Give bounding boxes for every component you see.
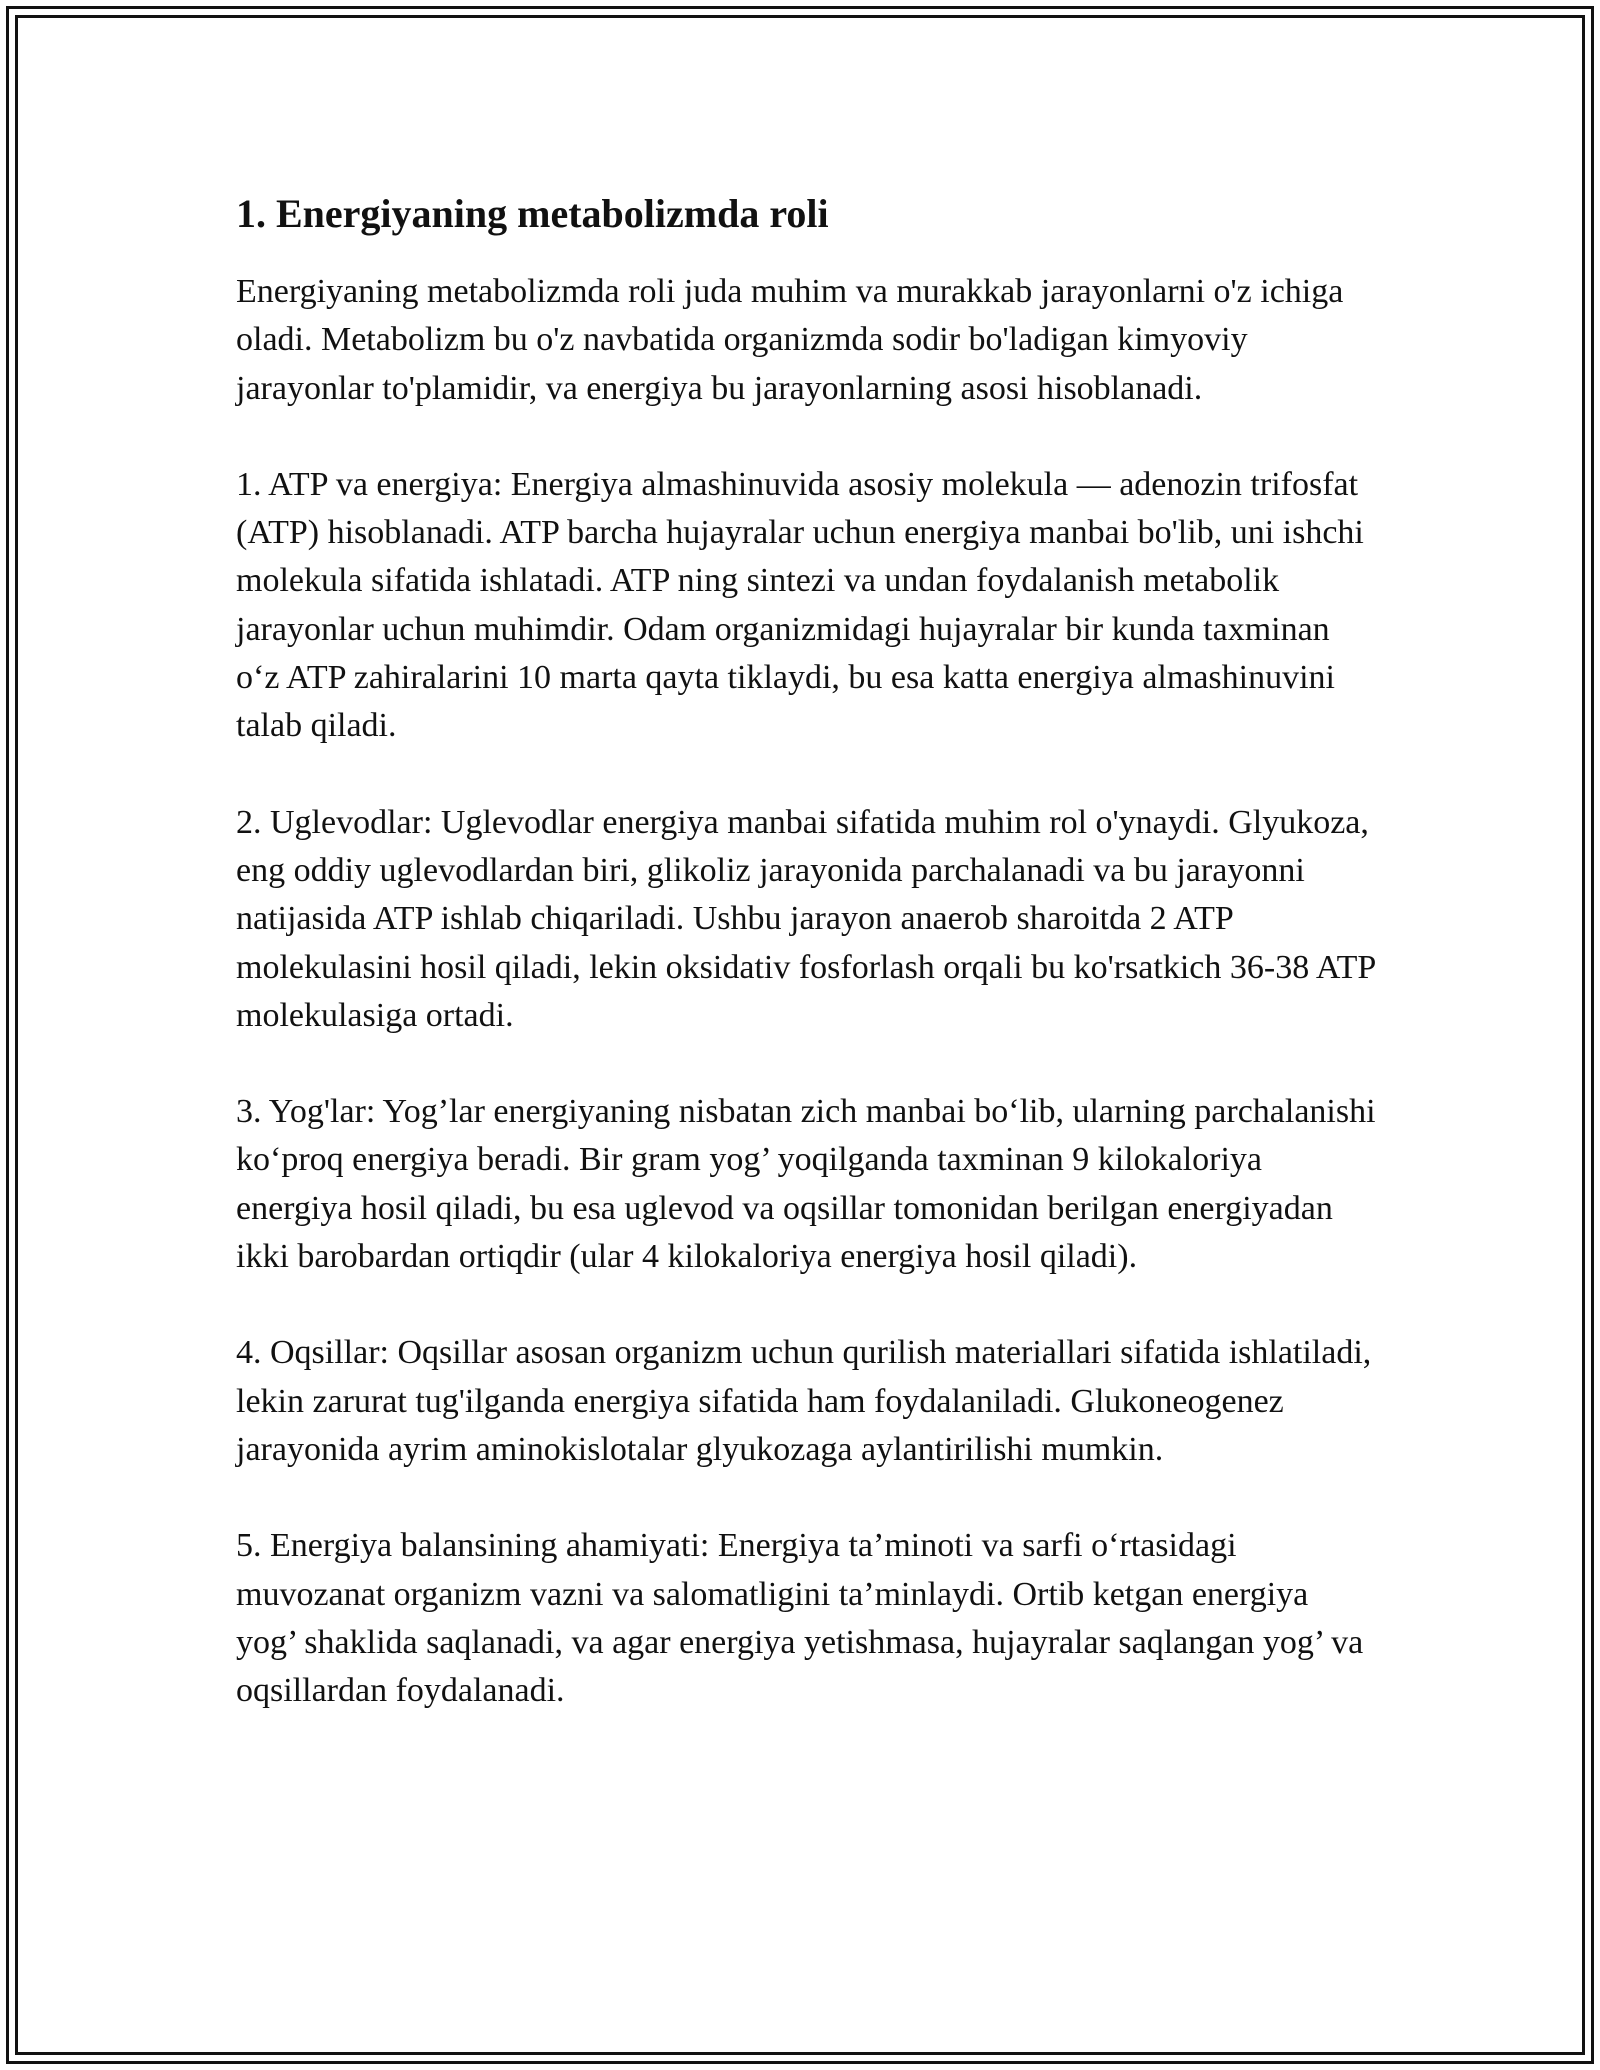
document-body [236,190,1376,1763]
intro-paragraph: Energiyaning metabolizmda roli juda muhim va murakkab jarayonlarni o'z ichiga oladi. Metabolizm bu o'z navbatida organizmda sodir bo'ladigan kimyoviy jarayonlar to'plamidir, va energiya bu jarayonlarning asosi hisoblanadi. [236,273,1344,407]
paragraph-proteins: 4. Oqsillar: Oqsillar asosan organizm uchun qurilish materiallari sifatida ishlatiladi, lekin zarurat tug'ilganda energiya sifatida ham foydalaniladi. Glukoneogenez jarayonida ayrim aminokislotalar glyukozaga aylantirilishi mumkin. [236,1334,1372,1468]
paragraph-energy-balance: 5. Energiya balansining ahamiyati: Energiya ta’minoti va sarfi o‘rtasidagi muvozanat organizm vazni va salomatligini ta’minlaydi. Ortib ketgan energiya yog’ shaklida saqlanadi, va agar energiya yetishmasa, hujayralar saqlangan yog’ va oqsillardan foydalanadi. [236,1527,1364,1710]
paragraph-atp: 1. ATP va energiya: Energiya almashinuvida asosiy molekula — adenozin trifosfat (ATP) hisoblanadi. ATP barcha hujayralar uchun energiya manbai bo'lib, uni ishchi molekula sifatida ishlatadi. ATP ning sintezi va undan foydalanish metabolik jarayonlar uchun muhimdir. Odam organizmidagi hujayralar bir kunda taxminan o‘z ATP zahiralarini 10 marta qayta tiklaydi, bu esa katta energiya almashinuvini talab qiladi. [236,465,1364,745]
section-heading: 1. Energiyaning metabolizmda roli [236,191,829,236]
paragraph-carbohydrates: 2. Uglevodlar: Uglevodlar energiya manbai sifatida muhim rol o'ynaydi. Glyukoza, eng oddiy uglevodlardan biri, glikoliz jarayonida parchalanadi va bu jarayonni natijasida ATP ishlab chiqariladi. Ushbu jarayon anaerob sharoitda 2 ATP molekulasini hosil qiladi, lekin oksidativ fosforlash orqali bu ko'rsatkich 36-38 ATP molekulasiga ortadi. [236,803,1376,1034]
paragraph-fats: 3. Yog'lar: Yog’lar energiyaning nisbatan zich manbai bo‘lib, ularning parchalanishi ko‘proq energiya beradi. Bir gram yog’ yoqilganda taxminan 9 kilokaloriya energiya hosil qiladi, bu esa uglevod va oqsillar tomonidan berilgan energiyadan ikki barobardan ortiqdir (ular 4 kilokaloriya energiya hosil qiladi). [236,1093,1376,1276]
